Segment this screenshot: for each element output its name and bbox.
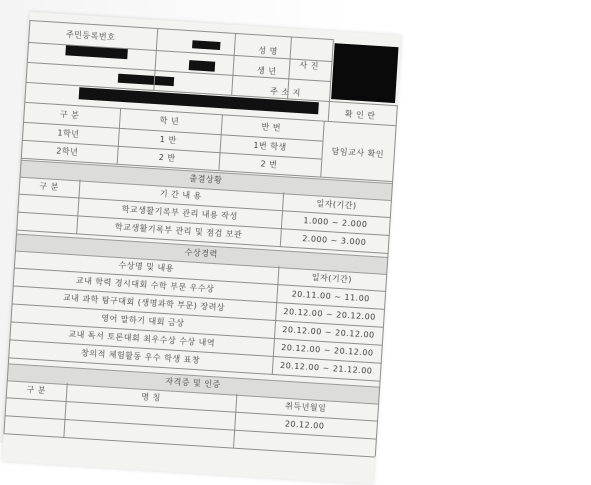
row-content: 교내 독서 토론대회 최우수상 수상 내역	[68, 329, 216, 348]
header-label-stamp: 확 인 란	[344, 109, 376, 121]
row-content: 학교생활기록부 관리 내용 작성	[121, 204, 238, 221]
row-content: 창의적 체험활동 우수 학생 표창	[80, 348, 201, 365]
row-date: 20.12.00 ~ 20.12.00	[280, 342, 374, 358]
info-cell: 1 반	[159, 134, 177, 145]
column-header: 명 칭	[141, 392, 162, 403]
row-date: 20.12.00	[284, 419, 325, 431]
row-date: 20.12.00 ~ 20.12.00	[282, 324, 375, 340]
info-cell: 학 년	[159, 115, 180, 127]
redacted-photo	[331, 43, 398, 103]
column-header: 기 간 내 용	[159, 189, 203, 201]
header-label-birth: 생 년	[256, 65, 277, 77]
section-title: 자격증 및 인증	[165, 376, 221, 390]
column-header: 일자(기간)	[316, 198, 357, 211]
row-date: 2.000 ~ 3.000	[301, 234, 367, 248]
section-title: 출결상황	[189, 173, 223, 185]
info-cell: 구 분	[59, 109, 80, 120]
column-header: 수상명 및 내용	[118, 260, 175, 274]
header-label-id: 주민등록번호	[65, 29, 116, 42]
info-cell: 1학년	[57, 128, 80, 139]
redacted-field	[118, 74, 174, 86]
column-header: 취득년월일	[284, 401, 327, 413]
redacted-field	[192, 40, 220, 50]
scanned-form	[2, 12, 402, 484]
header-label-address: 주 소 지	[269, 86, 302, 98]
column-header: 일자(기간)	[311, 272, 353, 285]
row-content: 교내 학력 경시대회 수학 부문 우수상	[75, 275, 215, 294]
row-content: 학교생활기록부 관리 및 점검 보관	[114, 222, 243, 240]
header-label-name: 성 명	[258, 45, 279, 57]
section-title: 수상경력	[184, 247, 218, 259]
row-content: 교내 과학 탐구대회 (생명과학 부문) 장려상	[62, 293, 226, 313]
redacted-field	[189, 60, 216, 72]
row-date: 1.000 ~ 2.000	[303, 216, 368, 230]
column-header: 구 분	[26, 385, 47, 396]
row-date: 20.12.00 ~ 20.12.00	[283, 307, 377, 322]
info-cell: 2 반	[158, 152, 176, 163]
info-cell: 반 번	[261, 122, 282, 133]
column-header: 구 분	[39, 181, 60, 192]
info-cell: 1번 학생	[253, 140, 287, 152]
row-date: 20.11.00 ~ 11.00	[291, 289, 371, 304]
row-date: 20.12.00 ~ 21.12.00	[279, 360, 373, 376]
info-cell: 2 번	[260, 159, 278, 170]
header-label-photo: 사 진	[299, 60, 320, 71]
side-label: 담임교사 확인	[331, 146, 385, 159]
row-content: 영어 말하기 대회 금상	[101, 313, 185, 328]
info-cell: 2학년	[56, 146, 79, 157]
